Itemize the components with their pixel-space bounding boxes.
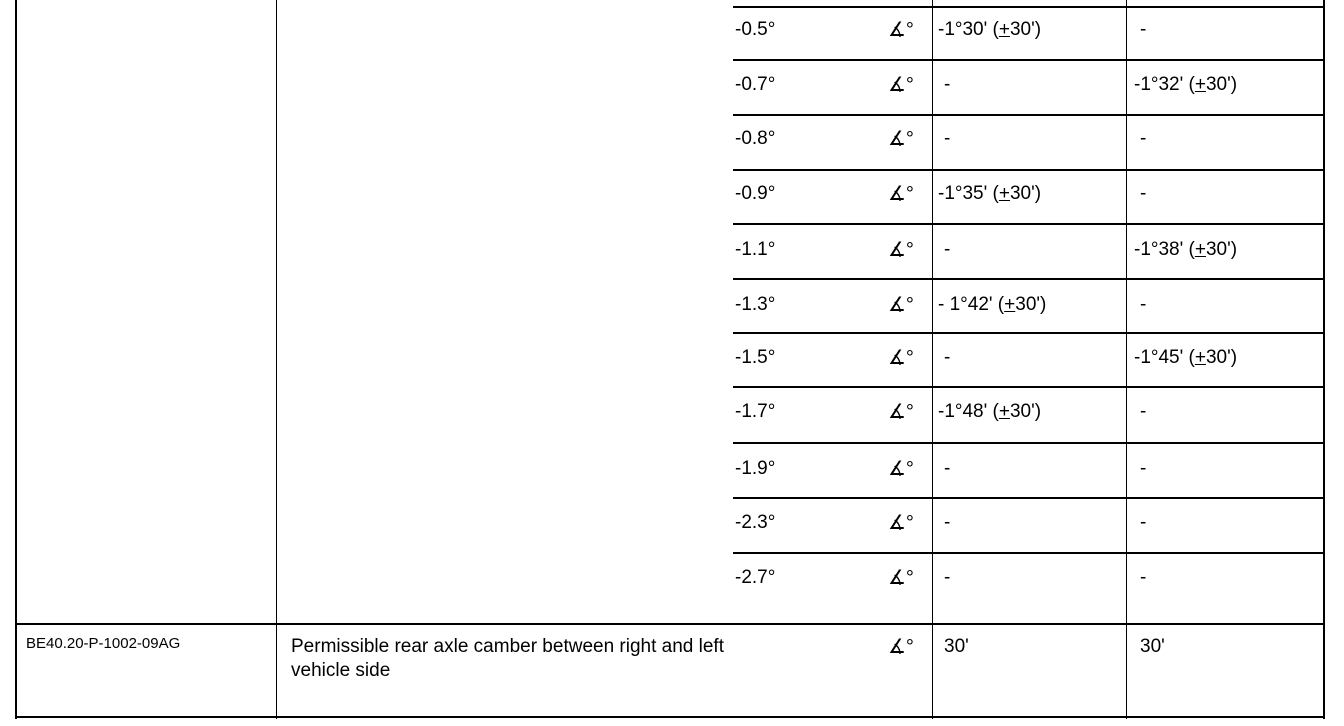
- angle-icon: ∡°: [888, 347, 914, 369]
- camber-value: -1.9°: [735, 458, 776, 479]
- left-spec: 30': [944, 636, 969, 657]
- right-spec: -: [1140, 183, 1147, 204]
- right-spec: -: [1140, 401, 1147, 422]
- right-spec: -: [1140, 294, 1147, 315]
- row-separator: [733, 332, 1325, 334]
- camber-value: -2.3°: [735, 512, 776, 533]
- left-spec: -: [944, 74, 951, 95]
- footer-top-border: [15, 623, 1325, 625]
- col-divider-code: [276, 0, 277, 719]
- camber-value: -1.1°: [735, 239, 776, 260]
- footer-bottom-border: [15, 716, 1325, 718]
- camber-value: -0.9°: [735, 183, 776, 204]
- camber-value: -1.7°: [735, 401, 776, 422]
- left-spec: - 1°42' (+30'): [938, 294, 1047, 315]
- col-divider-values: [1126, 0, 1127, 719]
- right-spec: -: [1140, 512, 1147, 533]
- right-spec: -: [1140, 128, 1147, 149]
- angle-icon: ∡°: [888, 128, 914, 150]
- document-code: BE40.20-P-1002-09AG: [26, 635, 181, 652]
- left-border: [15, 0, 17, 719]
- right-spec: -: [1140, 19, 1147, 40]
- row-separator: [733, 497, 1325, 499]
- angle-icon: ∡°: [888, 183, 914, 205]
- row-separator: [733, 386, 1325, 388]
- camber-value: -0.5°: [735, 19, 776, 40]
- camber-value: -1.5°: [735, 347, 776, 368]
- left-spec: -1°35' (+30'): [938, 183, 1042, 204]
- row-separator: [733, 114, 1325, 116]
- row-separator: [733, 278, 1325, 280]
- angle-icon: ∡°: [888, 636, 914, 658]
- camber-value: -0.8°: [735, 128, 776, 149]
- right-spec: -1°32' (+30'): [1134, 74, 1238, 95]
- right-spec: -: [1140, 458, 1147, 479]
- angle-icon: ∡°: [888, 19, 914, 41]
- camber-value: -1.3°: [735, 294, 776, 315]
- right-spec: -1°38' (+30'): [1134, 239, 1238, 260]
- angle-icon: ∡°: [888, 239, 914, 261]
- angle-icon: ∡°: [888, 294, 914, 316]
- left-spec: -: [944, 128, 951, 149]
- left-spec: -: [944, 347, 951, 368]
- row-separator: [733, 223, 1325, 225]
- row-separator: [733, 552, 1325, 554]
- angle-icon: ∡°: [888, 567, 914, 589]
- camber-value: -2.7°: [735, 567, 776, 588]
- right-spec: -1°45' (+30'): [1134, 347, 1238, 368]
- left-spec: -: [944, 567, 951, 588]
- angle-icon: ∡°: [888, 401, 914, 423]
- row-description: Permissible rear axle camber between right and left vehicle side: [291, 636, 724, 681]
- left-spec: -1°48' (+30'): [938, 401, 1042, 422]
- right-spec: 30': [1140, 636, 1165, 657]
- angle-icon: ∡°: [888, 458, 914, 480]
- row-separator: [733, 442, 1325, 444]
- angle-icon: ∡°: [888, 512, 914, 534]
- row-separator: [733, 59, 1325, 61]
- row-separator: [733, 6, 1325, 8]
- col-divider-symbol: [932, 0, 933, 719]
- left-spec: -: [944, 512, 951, 533]
- left-spec: -: [944, 239, 951, 260]
- camber-value: -0.7°: [735, 74, 776, 95]
- angle-icon: ∡°: [888, 74, 914, 96]
- row-separator: [733, 169, 1325, 171]
- right-border: [1323, 0, 1325, 719]
- right-spec: -: [1140, 567, 1147, 588]
- left-spec: -: [944, 458, 951, 479]
- left-spec: -1°30' (+30'): [938, 19, 1042, 40]
